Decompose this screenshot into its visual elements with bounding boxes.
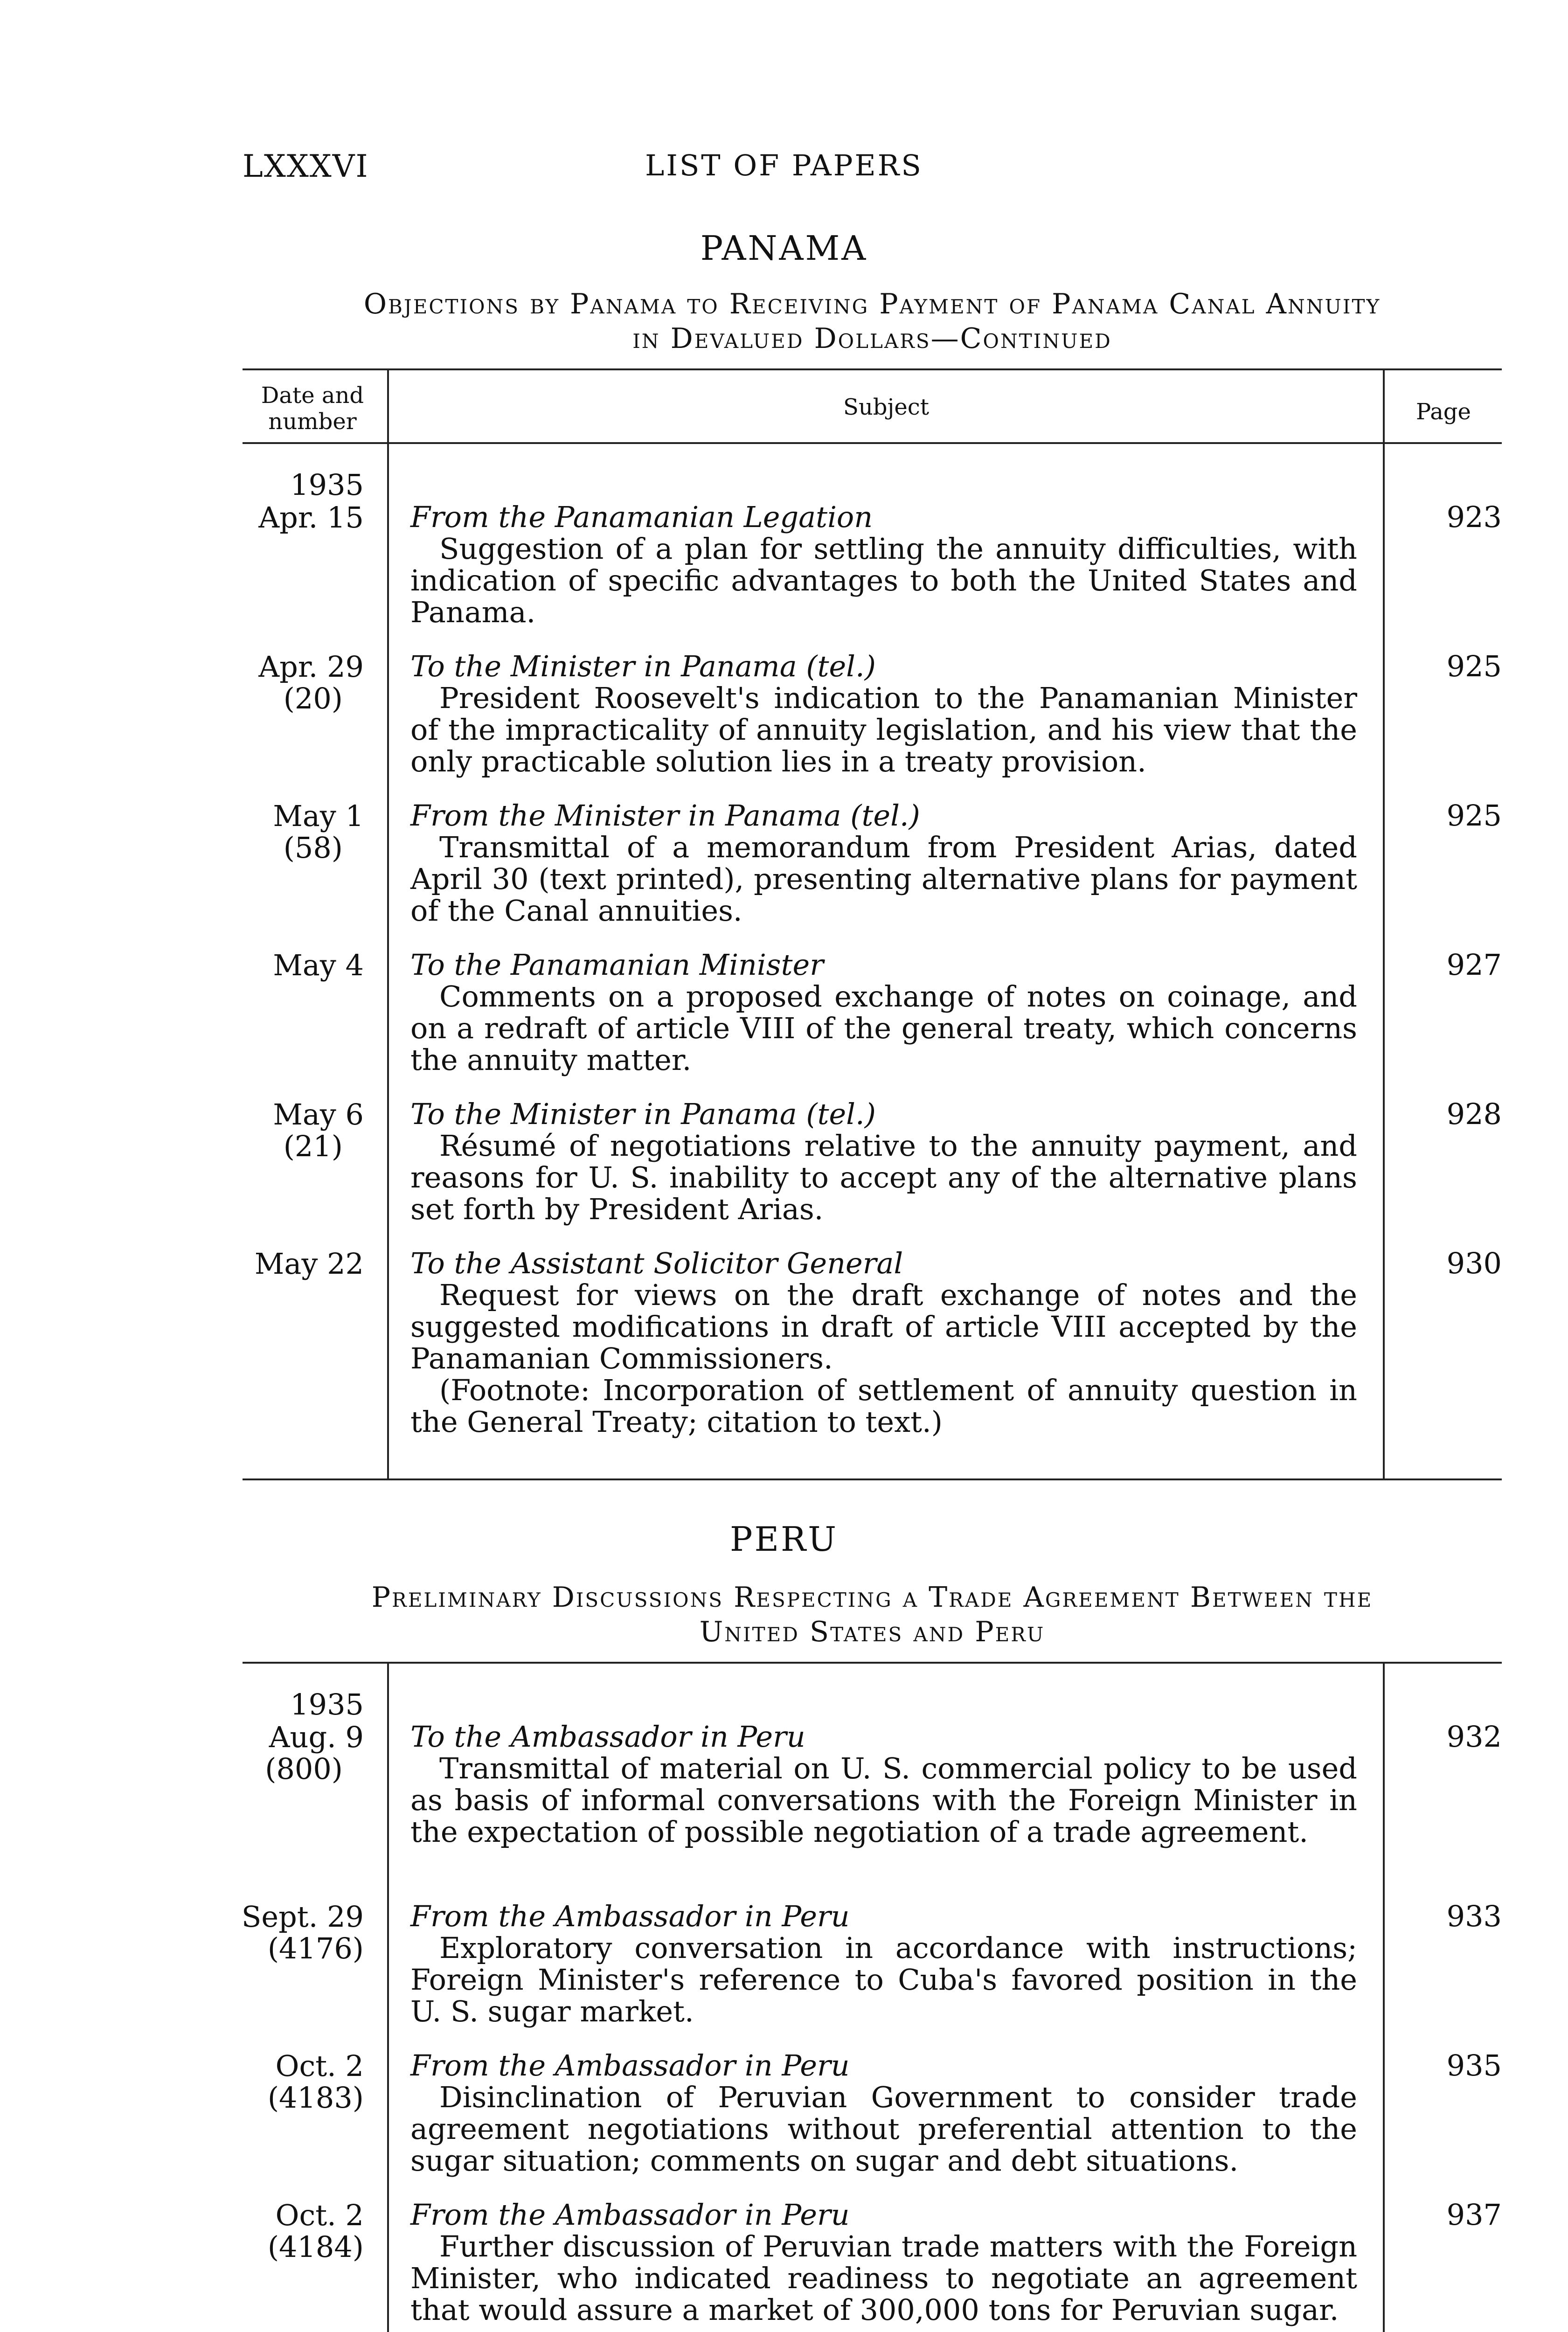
section-country-peru: PERU <box>730 1520 838 1559</box>
entry-page: 925 <box>1446 798 1502 833</box>
entry-date: Aug. 9 <box>269 1720 364 1754</box>
list-item <box>410 2050 1357 2177</box>
section-topic-line2: United States and Peru <box>699 1616 1045 1648</box>
entry-year: 1935 <box>290 468 364 502</box>
entry-source: From the Ambassador in Peru <box>410 1899 850 1933</box>
entry-page: 925 <box>1446 649 1502 683</box>
table-top-rule <box>243 368 1502 370</box>
entry-number: (58) <box>283 831 343 865</box>
entry-date: Oct. 2 <box>275 2049 364 2083</box>
list-item <box>410 800 1357 927</box>
section-topic-line2: in Devalued Dollars—Continued <box>632 322 1112 355</box>
table-header-rule <box>243 442 1502 444</box>
entry-source: To the Panamanian Minister <box>410 948 824 982</box>
column-header-subject: Subject <box>843 394 929 420</box>
column-header-date: Date and number <box>261 382 364 435</box>
entry-description: Request for views on the draft exchange of notes and the suggested modifications in draft of article VIII accepted by the Panamanian Commissioners. <box>410 1278 1357 1375</box>
entry-description: Suggestion of a plan for settling the annuity difficulties, with indication of specific advantages to both the United States and Panama. <box>410 532 1357 629</box>
list-item <box>410 2199 1357 2326</box>
entry-number: (20) <box>283 681 343 715</box>
entry-number: (4183) <box>267 2081 364 2115</box>
entry-footnote: (Footnote: Incorporation of settlement of annuity question in the General Treaty; citation to text.) <box>410 1373 1357 1439</box>
entry-page: 930 <box>1446 1246 1502 1280</box>
entry-source: To the Assistant Solicitor General <box>410 1246 903 1280</box>
page-number-roman: LXXXVI <box>243 148 369 184</box>
column-divider-left <box>387 1662 389 2332</box>
section-topic-line1: Preliminary Discussions Respecting a Trade Agreement Between the <box>371 1581 1373 1614</box>
entry-page: 935 <box>1446 2048 1502 2082</box>
entry-number: (4176) <box>267 1931 364 1965</box>
entry-date: Oct. 2 <box>275 2198 364 2232</box>
list-item <box>410 1098 1357 1225</box>
section-topic-line1: Objections by Panama to Receiving Payment of Panama Canal Annuity <box>363 288 1381 320</box>
entry-description: Transmittal of material on U. S. commercial policy to be used as basis of informal conversations with the Foreign Minister in the expectation of possible negotiation of a trade agreement. <box>410 1751 1357 1849</box>
page-title: LIST OF PAPERS <box>645 148 923 182</box>
entry-description: President Roosevelt's indication to the Panamanian Minister of the impracticality of annuity legislation, and his view that the only practicable solution lies in a treaty provision. <box>410 681 1357 778</box>
entry-description: Résumé of negotiations relative to the annuity payment, and reasons for U. S. inability to accept any of the alternative plans set forth by President Arias. <box>410 1129 1357 1226</box>
entry-source: From the Panamanian Legation <box>410 500 873 534</box>
entry-date: Apr. 15 <box>258 500 364 534</box>
entry-number: (800) <box>265 1752 343 1786</box>
list-item <box>410 1721 1357 1848</box>
entry-date: Sept. 29 <box>241 1900 364 1934</box>
entry-source: To the Minister in Panama (tel.) <box>410 1097 876 1131</box>
entry-number: (21) <box>283 1129 343 1163</box>
entry-page: 928 <box>1446 1097 1502 1131</box>
entry-description: Exploratory conversation in accordance with instructions; Foreign Minister's reference to Cuba's favored position in the U. S. sugar market. <box>410 1931 1357 2028</box>
entry-page: 937 <box>1446 2198 1502 2232</box>
entry-source: To the Minister in Panama (tel.) <box>410 649 876 683</box>
column-divider-right <box>1383 368 1385 1478</box>
entry-page: 933 <box>1446 1899 1502 1933</box>
list-item <box>410 949 1357 1076</box>
entry-date: May 6 <box>273 1097 364 1131</box>
entry-source: From the Ambassador in Peru <box>410 2048 850 2082</box>
list-item <box>410 501 1357 628</box>
entry-year: 1935 <box>290 1687 364 1721</box>
table-top-rule <box>243 1662 1502 1664</box>
section-country-panama: PANAMA <box>700 229 868 268</box>
list-item <box>410 651 1357 777</box>
column-divider-left <box>387 368 389 1478</box>
entry-number: (4184) <box>267 2230 364 2264</box>
entry-page: 923 <box>1446 500 1502 534</box>
section-divider <box>243 1478 1502 1480</box>
column-header-page: Page <box>1416 399 1471 425</box>
entry-description: Transmittal of a memorandum from President Arias, dated April 30 (text printed), presenting alternative plans for payment of the Canal annuities. <box>410 830 1357 928</box>
column-divider-right <box>1383 1662 1385 2332</box>
entry-page: 927 <box>1446 948 1502 982</box>
entry-date: May 1 <box>273 799 364 833</box>
entry-date: May 22 <box>254 1247 364 1281</box>
entry-description: Disinclination of Peruvian Government to consider trade agreement negotiations without preferential attention to the sugar situation; comments on sugar and debt situations. <box>410 2080 1357 2178</box>
entry-source: From the Ambassador in Peru <box>410 2198 850 2232</box>
list-item <box>410 1248 1357 1438</box>
entry-description: Comments on a proposed exchange of notes on coinage, and on a redraft of article VIII of the general treaty, which concerns the annuity matter. <box>410 979 1357 1077</box>
entry-source: To the Ambassador in Peru <box>410 1720 805 1754</box>
entry-date: May 4 <box>273 948 364 982</box>
entry-description: Further discussion of Peruvian trade matters with the Foreign Minister, who indicated readiness to negotiate an agreement that would assure a market of 300,000 tons for Peruvian sugar. <box>410 2229 1357 2327</box>
list-item <box>410 1901 1357 2027</box>
entry-page: 932 <box>1446 1720 1502 1754</box>
entry-date: Apr. 29 <box>258 650 364 684</box>
entry-source: From the Minister in Panama (tel.) <box>410 798 920 833</box>
